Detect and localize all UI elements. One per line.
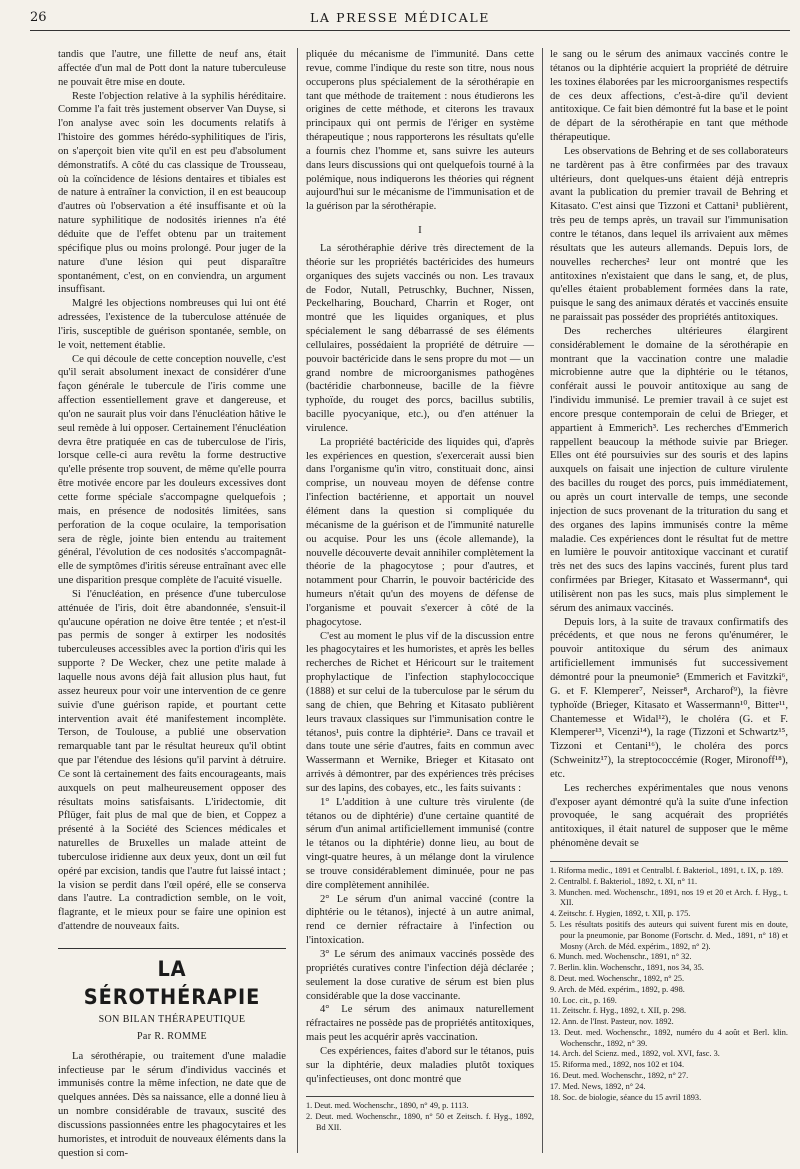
footnote: 3. Munchen. med. Wochenschr., 1891, nos 19 et 20 et Arch. f. Hyg., t. XII.	[550, 887, 788, 908]
article-intro-text	[58, 1050, 286, 1161]
article-subtitle: SON BILAN THÉRAPEUTIQUE	[98, 1014, 246, 1025]
footnote: 14. Arch. del Scienz. med., 1892, vol. XVI, fasc. 3.	[550, 1049, 720, 1059]
footnote: 11. Zeitschr. f. Hyg., 1892, t. XII, p. 298.	[550, 1006, 687, 1016]
paragraph: La propriété bactéricide des liquides qui, d'après les expériences en question, s'exercerait aussi bien dans l'organisme qu'in vitro, constituait donc, ainsi comprise, un nouveau moyen de défense contre l'infection bactérienne, et apportait un nouvel élément dans la question si compliquée du mécanisme de la guérison et de l'immunité naturelle ou acquise. Pour les uns (école allemande), la nouvelle découverte devait annihiler complètement la théorie de la phagocytose ; pour d'autres, et notamment pour Charrin, le pouvoir bactéricide des humeurs n'était qu'un des moyens de défense de l'organisme et pouvait s'exercer à côté de la phagocytose.	[306, 436, 534, 628]
section-heading: I	[418, 224, 422, 237]
paragraph: 1° L'addition à une culture très virulente (de tétanos ou de diphtérie) d'une certaine quantité de sérum d'un animal artificiellement immunisé (contre le tétanos ou la diphtérie) donne lieu, au bout de vingt-quatre heures, à un mélange dont la virulence se trouve considérablement diminuée, pour ne pas dire complètement annihilée.	[306, 796, 534, 891]
article-text	[550, 48, 788, 851]
footnote: 12. Ann. de l'Inst. Pasteur, nov. 1892.	[550, 1017, 674, 1027]
header-rule	[30, 30, 790, 31]
footnote: 1. Riforma medic., 1891 et Centralbl. f. Bakteriol., 1891, t. IX, p. 189.	[550, 865, 784, 875]
page-header	[10, 6, 790, 32]
footnote: 2. Centralbl. f. Bakteriol., 1892, t. XI, n° 11.	[550, 876, 698, 886]
footnote: 13. Deut. med. Wochenschr., 1892, numéro du 4 août et Berl. klin. Wochenschr., 1892, n° 39.	[550, 1027, 788, 1048]
article-text	[306, 48, 534, 214]
paragraph: le sang ou le sérum des animaux vaccinés contre le tétanos ou la diphtérie acquiert la propriété de détruire les toxines élaborées par les microorganismes respectifs de ces deux affections, c'est-à-dire qu'il devient antitoxique. Ce fait bien démontré fut la base et le point de départ de la sérothérapie en tant que méthode thérapeutique.	[550, 49, 788, 144]
paragraph: 3° Le sérum des animaux vaccinés possède des propriétés curatives contre l'infection déjà déclarée ; seulement la dose curative de sérum est bien plus considérable que la dose vaccinante.	[306, 949, 534, 1002]
footnote: 7. Berlin. klin. Wochenschr., 1891, nos 34, 35.	[550, 963, 704, 973]
footnote: 16. Deut. med. Wochenschr., 1892, n° 27.	[550, 1071, 689, 1081]
footnote: 5. Les résultats positifs des auteurs qui suivent furent mis en doute, pour la pneumonie, par Bonome (Fortschr. d. Med., 1891, n° 18) et Mosny (Arch. de Méd. expérim., 1892, n° 2).	[550, 919, 788, 951]
paragraph: Des recherches ultérieures élargirent considérablement le domaine de la sérothérapie en montrant que la vaccination contre une maladie microbienne autre que la diphtérie ou le tétanos, conférait aussi le pouvoir antitoxique au sang de l'individu immunisé. Le premier travail à ce sujet est encore presque contemporain de celui de Brieger, et appartient à Emmerich³. Les recherches d'Emmerich rappellent beaucoup la méthode suivie par Brieger. Elles ont été poursuivies sur des souris et des lapins auxquels on faisait une injection de culture virulente des bacilles du rouget des porcs, puis immédiatement, ou après un court intervalle de temps, une seconde injection de sucs provenant de la trituration du sang et des organes des lapins immunisés contre la même maladie. Ces expériences dont le résultat fut de mettre en lumière le pouvoir antitoxique vaccinant et curatif très net des sucs des lapins vaccinés, furent plus tard confirmées par Brieger, Kitasato et Wassermann⁴, qui utilisèrent non pas les sucs, mais plus simplement le sérum des animaux vaccinés.	[550, 325, 788, 614]
column-middle	[306, 48, 534, 1153]
paragraph: Si l'énucléation, en présence d'une tuberculose atténuée de l'iris, doit être abandonnée, s'ensuit-il qu'aucune opération ne doive être tentée ; et n'est-il pas permis de songer à extirper les nodosités tuberculeuses accessibles avec la portion d'iris qui les supporte ? De Wecker, chez une petite malade à laquelle nous avons déjà fait allusion plus haut, fut assez heureux pour voir une intervention de ce genre suivie d'une guérison rapide, et pourtant cette intervention avait été manifestement incomplète. Terson, de Toulouse, a publié une observation remarquable tant par le résultat heureux qu'il obtint que par l'étendue des lésions qu'il parvint à détruire. Ce sont là certainement des faits encourageants, mais auxquels on peut malheureusement opposer des résultats moins satisfaisants. L'iridectomie, dit Pflüger, fait plus de mal que de bien, et Coppez a présenté à la Société des Sciences médicales et naturelles de Bruxelles un malade atteint de tuberculose iridienne aux deux yeux, dont un œil fut opéré par excision, tandis que l'autre fut laissé intact ; la vision se perdit dans l'œil opéré, elle se conserva dans l'autre. La contradiction semble, on le voit, flagrante, et le mieux pour se faire une opinion est d'attendre de nouveaux faits.	[58, 588, 286, 933]
paragraph: La sérothéraphie dérive très directement de la théorie sur les propriétés bactéricides des humeurs organiques des sujets vaccinés ou non. Les travaux de Fodor, Nutall, Petruschky, Buchner, Nissen, Peckelharing, Bouchard, Charrin et Roger, ont montré que les liquides organiques, et plus spécialement le sang débarrassé de ses éléments cellulaires, possédaient la propriété de détruire — pouvoir bactéricide dans le sens propre du mot — un grand nombre de microorganismes pathogènes (bactéridie charbonneuse, bacille de la fièvre typhoïde, du rouget des porcs, bacillus subtilis, bacille pyocyanique, etc.), ou d'en atténuer la virulence.	[306, 242, 534, 434]
footnotes	[550, 861, 788, 1104]
paragraph: Ce qui découle de cette conception nouvelle, c'est qu'il serait absolument inexact de considérer d'une façon générale le tubercule de l'iris comme une affection essentiellement grave et dangereuse, et qu'on ne saurait plus voir dans l'énucléation hâtive le seul remède à lui opposer. Certainement l'énucléation devra être pratiquée en cas de tuberculose de l'iris, lorsque celle-ci aura revêtu la forme destructive qu'elle présente trop souvent, de même qu'elle pourra être motivée encore par les douleurs excessives dont cette forme spéciale s'accompagne quelquefois ; mais, en présence de nodosités limitées, sans perforation de la coque oculaire, la temporisation sera de règle, jointe bien entendu au traitement général, l'évolution de ces nodosités s'accompagnât-elle de symptômes d'iritis séreuse entraînant avec elle une disparition presque complète de l'acuité visuelle.	[58, 353, 286, 587]
footnote: 17. Med. News, 1892, n° 24.	[550, 1081, 646, 1091]
paragraph: Malgré les objections nombreuses qui lui ont été adressées, l'existence de la tuberculose atténuée de l'iris, susceptible de guérison spontanée, semble, on le voit, nettement établie.	[58, 298, 286, 351]
article-title: LA SÉROTHÉRAPIE	[83, 957, 261, 1009]
footnote: 6. Munch. med. Wochenschr., 1891, n° 32.	[550, 952, 692, 962]
footnote: 9. Arch. de Méd. expérim., 1892, p. 498.	[550, 984, 685, 994]
footnotes	[306, 1096, 534, 1133]
column-separator	[542, 48, 543, 1153]
paragraph: La sérothérapie, ou traitement d'une maladie infectieuse par le sérum d'individus vaccinés et immunisés contre la même infection, ne date que de quelques années. Dès sa naissance, elle a donné lieu à un nombre considérable de travaux, suscité des discussions passionnées entre les phagocytaires et les humoristes, et introduit de nouveaux éléments dans la question si com-	[58, 1050, 286, 1159]
article-heading	[58, 948, 286, 1044]
paragraph: C'est au moment le plus vif de la discussion entre les phagocytaires et les humoristes, et après les belles recherches de Richet et Héricourt sur le traitement prophylactique de l'infection staphylococcique (1888) et sur celui de la tuberculose par le sérum du sang de chien, que Behring et Kitasato publièrent leurs travaux classiques sur l'immunisation contre le tétanos¹, puis contre la diphtérie². Dans ce travail et dans toute une série d'autres, faits en commun avec Wassermann et Wernike, Brieger et Kitasato ont arrivés à démontrer, par des expériences très précises sur des lapins, des cobayes, etc., les faits suivants :	[306, 630, 534, 794]
article-text	[306, 242, 534, 1086]
column-separator	[297, 48, 298, 1153]
previous-article-text	[58, 48, 286, 934]
paragraph: Depuis lors, à la suite de travaux confirmatifs des précédents, et que nous ne ferons qu'énumérer, le pouvoir antitoxique du sérum des animaux artificiellement immunisés fut successivement démontré pour la pneumonie⁵ (Emmerich et Favitzki⁶, G. et F. Klemperer⁷, Neisser⁸, Archarof⁹), la fièvre typhoïde (Brieger, Kitasato et Wassermann¹⁰, Bitter¹¹, Chantemesse et Widal¹²), le choléra (G. et F. Klemperer¹³, Vicenzi¹⁴), la rage (Tizzoni et Schwartz¹⁵, Tizzoni et Centani¹⁶), le choléra des porcs (Schweinitz¹⁷), la streptococcémie (Roger, Mironoff¹⁸), etc.	[550, 616, 788, 780]
footnote: 8. Deut. med. Wochenschr., 1892, n° 25.	[550, 973, 685, 983]
paragraph: tandis que l'autre, une fillette de neuf ans, était affectée d'un mal de Pott dont la nature tuberculeuse ne pouvait être mise en doute.	[58, 49, 286, 88]
paragraph: 4° Le sérum des animaux naturellement réfractaires ne possède pas de propriétés antitoxiques, mais peut les acquérir après vaccination.	[306, 1004, 534, 1044]
footnote: 1. Deut. med. Wochenschr., 1890, n° 49, p. 1113.	[306, 1101, 469, 1111]
footnote: 2. Deut. med. Wochenschr., 1890, n° 50 et Zeitsch. f. Hyg., 1892, Bd XII.	[306, 1112, 534, 1133]
footnote: 10. Loc. cit., p. 169.	[550, 995, 617, 1005]
column-left	[58, 48, 286, 1159]
article-byline: Par R. ROMME	[136, 1030, 208, 1042]
paragraph: pliquée du mécanisme de l'immunité. Dans cette revue, comme l'indique du reste son titre, nous nous occuperons plus spécialement de la sérothérapie en tant que méthode de traitement : nous étudierons les origines de cette méthode, et citerons les travaux principaux qui ont permis de l'ériger en système thérapeutique ; nous rapporterons les résultats qu'elle a fournis chez l'homme et, sans suivre les auteurs dans leurs discussions qui ont quelquefois tourné à la polémique, nous indiquerons les théories qui régnent aujourd'hui sur le mécanisme de l'immunisation et de la guérison par la sérothérapie.	[306, 49, 534, 213]
footnote: 18. Soc. de biologie, séance du 15 avril 1893.	[550, 1092, 702, 1102]
paragraph: Les recherches expérimentales que nous venons d'exposer ayant démontré qu'à la suite d'une infection provoquée, le sang acquérait des propriétés antitoxiques, il était naturel de supposer que le même phénomène devait se	[550, 782, 788, 850]
paragraph: Les observations de Behring et de ses collaborateurs ne tardèrent pas à être confirmées par des travaux ultérieurs, dont quelques-uns étaient déjà entrepris avant la publication du premier travail de Behring et Kitasato. C'est ainsi que Tizzoni et Cattani¹ publièrent, très peu de temps après, un travail sur l'immunisation contre le tétanos, dans lequel ils arrivaient aux mêmes résultats que les auteurs allemands. Depuis lors, de nouvelles recherches² leur ont montré que les antitoxines n'existaient que dans le sang, et, de plus, qu'elles étaient probablement formées dans la rate, puisque le sang des animaux dératés et vaccinés ensuite ne paraissait pas posséder des propriétés antitoxiques.	[550, 145, 788, 324]
column-right	[550, 48, 788, 1153]
paragraph: Reste l'objection relative à la syphilis héréditaire. Comme l'a fait très justement observer Van Duyse, si l'on analyse avec soin les documents relatifs à l'histoire des gommes hérédo-syphilitiques de l'iris, on s'aperçoit bien vite qu'il en est peu d'absolument démonstratifs. A côté du cas classique de Trousseau, où la coïncidence de lésions dentaires et tibiales est de nature à entraîner la conviction, il en est beaucoup d'autres où l'observation a été insuffisante et où la nature syphilitique de nodosités iriennes n'a été déduite que de l'effet obtenu par un traitement spécifique plus ou moins prolongé. Pour juger de la nature d'une lésion qui peut disparaître spontanément, c'est, on en conviendra, un argument insuffisant.	[58, 90, 286, 296]
paragraph: 2° Le sérum d'un animal vacciné (contre la diphtérie ou le tétanos), injecté à un autre animal, rend ce dernier réfractaire à l'infection ou l'intoxication.	[306, 893, 534, 947]
footnote: 4. Zeitschr. f. Hygien, 1892, t. XII, p. 175.	[550, 909, 691, 919]
footnote: 15. Riforma med., 1892, nos 102 et 104.	[550, 1060, 685, 1070]
journal-title: LA PRESSE MÉDICALE	[310, 10, 490, 25]
page-number: 26	[30, 10, 47, 25]
paragraph: Ces expériences, faites d'abord sur le tétanos, puis sur la diphtérie, deux maladies plutôt toxiques qu'infectieuses, ont donc montré que	[306, 1045, 534, 1085]
